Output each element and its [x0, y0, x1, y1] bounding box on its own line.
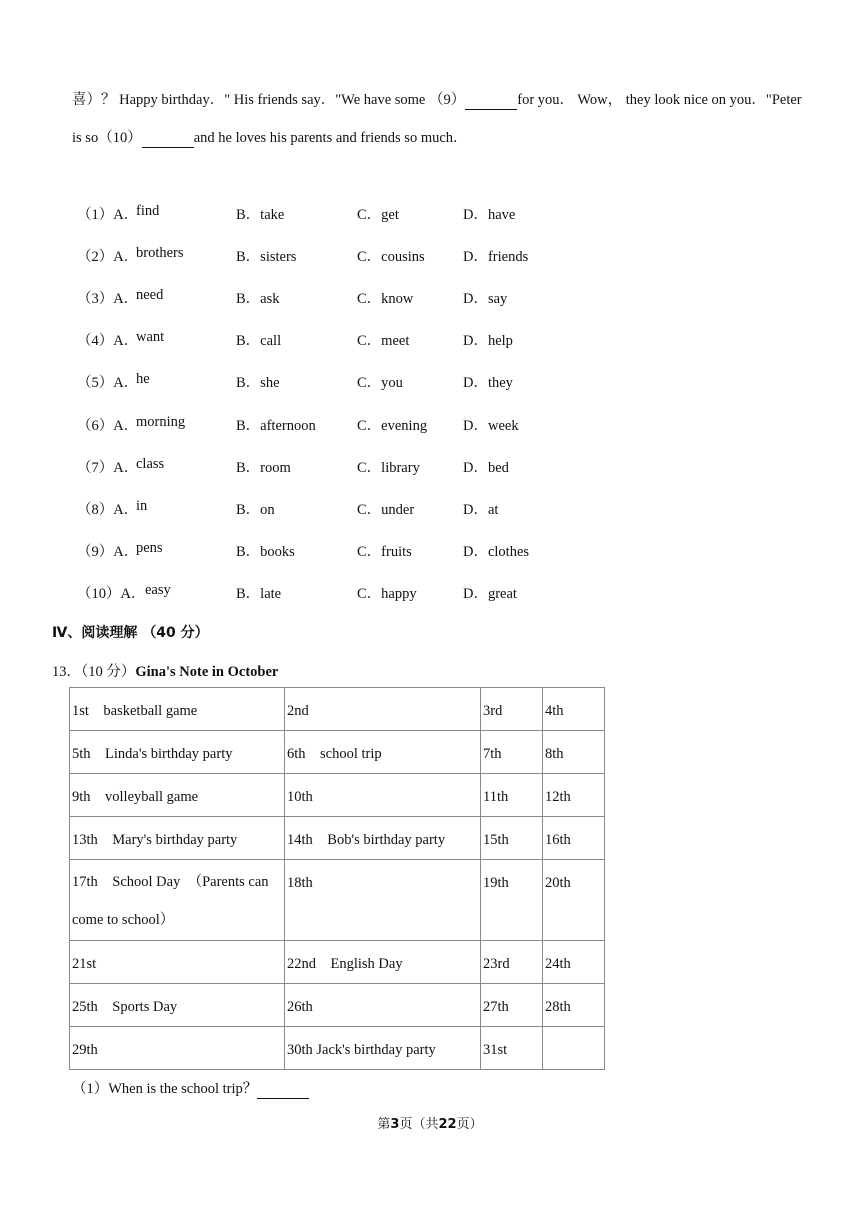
option-a[interactable]: need	[136, 287, 164, 303]
calendar-cell	[481, 984, 543, 1027]
calendar-cell-text: 3rd	[483, 703, 503, 719]
option-a[interactable]: in	[136, 498, 148, 514]
option-b[interactable]: B．room	[236, 460, 291, 476]
option-a[interactable]: want	[136, 329, 165, 345]
calendar-cell	[543, 984, 605, 1027]
calendar-cell-text: 6th school trip	[287, 746, 382, 762]
calendar-cell-text: 5th Linda's birthday party	[72, 746, 233, 762]
calendar-cell	[70, 817, 285, 860]
calendar-cell-text: 14th Bob's birthday party	[287, 832, 446, 848]
option-d[interactable]: D．help	[463, 333, 513, 349]
calendar-cell	[285, 688, 481, 731]
option-b[interactable]: B．call	[236, 333, 282, 349]
question-title: Gina's Note in October	[135, 664, 279, 680]
option-b[interactable]: B．on	[236, 502, 275, 518]
option-c[interactable]: C．library	[357, 460, 420, 476]
calendar-cell	[70, 984, 285, 1027]
option-number: （8）A．	[77, 502, 139, 518]
option-b[interactable]: B．books	[236, 544, 295, 560]
answer-blank-10[interactable]	[142, 130, 194, 148]
footer-text: 页）	[456, 1117, 483, 1132]
calendar-row	[70, 688, 605, 731]
option-d[interactable]: D．at	[463, 502, 499, 518]
total-pages: 22	[438, 1117, 457, 1132]
calendar-cell-text: 22nd English Day	[287, 956, 403, 972]
calendar-row	[70, 860, 605, 941]
option-c[interactable]: C．under	[357, 502, 415, 518]
option-d[interactable]: D．they	[463, 375, 513, 391]
question-number: 13．（10 分）	[52, 664, 136, 680]
option-a[interactable]: pens	[136, 540, 163, 556]
answer-blank-sub1[interactable]	[257, 1081, 309, 1099]
calendar-cell-text: 29th	[72, 1042, 98, 1058]
calendar-cell	[70, 860, 285, 941]
calendar-cell	[285, 984, 481, 1027]
calendar-cell-text: 28th	[545, 999, 571, 1015]
calendar-cell-text: 12th	[545, 789, 571, 805]
calendar-cell-text: 16th	[545, 832, 571, 848]
option-c[interactable]: C．fruits	[357, 544, 412, 560]
option-d[interactable]: D．clothes	[463, 544, 530, 560]
calendar-row	[70, 774, 605, 817]
option-c[interactable]: C．meet	[357, 333, 410, 349]
option-a[interactable]: morning	[136, 414, 186, 430]
calendar-cell	[543, 860, 605, 941]
calendar-cell-text: 4th	[545, 703, 564, 719]
october-calendar-table	[69, 687, 605, 1070]
option-b[interactable]: B．sisters	[236, 249, 297, 265]
option-number: （9）A．	[77, 544, 139, 560]
calendar-cell	[481, 860, 543, 941]
option-number: （10）A．	[77, 586, 146, 602]
option-c[interactable]: C．cousins	[357, 249, 425, 265]
footer-text: 页（共	[399, 1117, 439, 1132]
subquestion-text: （1）When is the school trip？	[72, 1081, 258, 1097]
calendar-cell	[481, 941, 543, 984]
option-d[interactable]: D．say	[463, 291, 508, 307]
option-c[interactable]: C．get	[357, 207, 399, 223]
option-number: （2）A．	[77, 249, 139, 265]
calendar-cell	[70, 688, 285, 731]
calendar-cell	[285, 731, 481, 774]
passage-text: 喜）？ Happy birthday．" His friends say．"We have some （9）	[72, 92, 466, 108]
calendar-cell	[543, 941, 605, 984]
calendar-cell	[543, 731, 605, 774]
calendar-cell-text: 10th	[287, 789, 313, 805]
option-d[interactable]: D．week	[463, 418, 519, 434]
option-number: （7）A．	[77, 460, 139, 476]
option-b[interactable]: B．afternoon	[236, 418, 316, 434]
calendar-cell-text: 13th Mary's birthday party	[72, 832, 238, 848]
option-a[interactable]: he	[136, 371, 150, 387]
calendar-cell-text: 8th	[545, 746, 564, 762]
calendar-cell	[285, 860, 481, 941]
calendar-row	[70, 817, 605, 860]
calendar-cell	[70, 774, 285, 817]
option-b[interactable]: B．late	[236, 586, 282, 602]
option-d[interactable]: D．great	[463, 586, 517, 602]
option-number: （6）A．	[77, 418, 139, 434]
option-b[interactable]: B．she	[236, 375, 280, 391]
calendar-cell	[543, 817, 605, 860]
calendar-cell-text: 7th	[483, 746, 502, 762]
calendar-cell	[70, 1027, 285, 1070]
calendar-cell	[285, 817, 481, 860]
option-a[interactable]: find	[136, 203, 160, 219]
calendar-cell-text: 20th	[545, 875, 571, 891]
section-title: Ⅳ、阅读理解 （40 分）	[52, 625, 209, 641]
calendar-cell	[543, 1027, 605, 1070]
option-d[interactable]: D．friends	[463, 249, 529, 265]
calendar-cell	[481, 688, 543, 731]
option-b[interactable]: B．ask	[236, 291, 280, 307]
passage-line-1	[72, 88, 802, 110]
option-number: （3）A．	[77, 291, 139, 307]
page-number: 3	[390, 1117, 400, 1132]
subquestion-1	[72, 1077, 309, 1099]
calendar-cell	[481, 1027, 543, 1070]
calendar-cell-text: 19th	[483, 875, 509, 891]
calendar-cell-text: 9th volleyball game	[72, 789, 199, 805]
passage-text: for you． Wow， they look nice on you．"Peter	[517, 92, 802, 108]
calendar-cell	[543, 688, 605, 731]
calendar-cell	[285, 774, 481, 817]
passage-line-2	[72, 126, 468, 148]
option-number: （5）A．	[77, 375, 139, 391]
option-b[interactable]: B．take	[236, 207, 285, 223]
option-d[interactable]: D．bed	[463, 460, 509, 476]
option-c[interactable]: C．you	[357, 375, 403, 391]
calendar-row	[70, 731, 605, 774]
calendar-cell-text: 25th Sports Day	[72, 999, 178, 1015]
option-a[interactable]: easy	[145, 582, 171, 598]
calendar-cell	[481, 731, 543, 774]
calendar-cell-text: 23rd	[483, 956, 510, 972]
calendar-row	[70, 984, 605, 1027]
calendar-cell-text: 31st	[483, 1042, 508, 1058]
passage-text: and he loves his parents and friends so much．	[193, 130, 468, 146]
calendar-cell	[543, 774, 605, 817]
option-c[interactable]: C．evening	[357, 418, 428, 434]
calendar-cell	[481, 774, 543, 817]
calendar-cell	[481, 817, 543, 860]
calendar-cell	[70, 731, 285, 774]
page-footer	[0, 1113, 860, 1132]
option-number: （1）A．	[77, 207, 139, 223]
calendar-cell-text: 18th	[287, 875, 313, 891]
answer-blank-9[interactable]	[465, 92, 517, 110]
calendar-cell-text: 2nd	[287, 703, 309, 719]
calendar-cell-text: 1st basketball game	[72, 703, 198, 719]
calendar-cell	[70, 941, 285, 984]
option-d[interactable]: D．have	[463, 207, 516, 223]
option-number: （4）A．	[77, 333, 139, 349]
option-c[interactable]: C．know	[357, 291, 414, 307]
calendar-cell-text: 24th	[545, 956, 571, 972]
calendar-cell	[285, 1027, 481, 1070]
calendar-cell-text: 15th	[483, 832, 509, 848]
calendar-cell-text: 30th Jack's birthday party	[287, 1042, 436, 1058]
passage-text: is so（10）	[72, 130, 142, 146]
footer-text: 第	[377, 1117, 391, 1132]
calendar-row	[70, 1027, 605, 1070]
option-a[interactable]: brothers	[136, 245, 184, 261]
question-13-heading	[52, 660, 278, 681]
calendar-cell-text: 17th School Day （Parents can come to school）	[72, 874, 273, 928]
calendar-cell-text: 27th	[483, 999, 509, 1015]
calendar-row	[70, 941, 605, 984]
option-a[interactable]: class	[136, 456, 165, 472]
calendar-cell-text: 21st	[72, 956, 97, 972]
option-c[interactable]: C．happy	[357, 586, 417, 602]
calendar-cell-text: 11th	[483, 789, 509, 805]
calendar-cell-text: 26th	[287, 999, 313, 1015]
calendar-cell	[285, 941, 481, 984]
